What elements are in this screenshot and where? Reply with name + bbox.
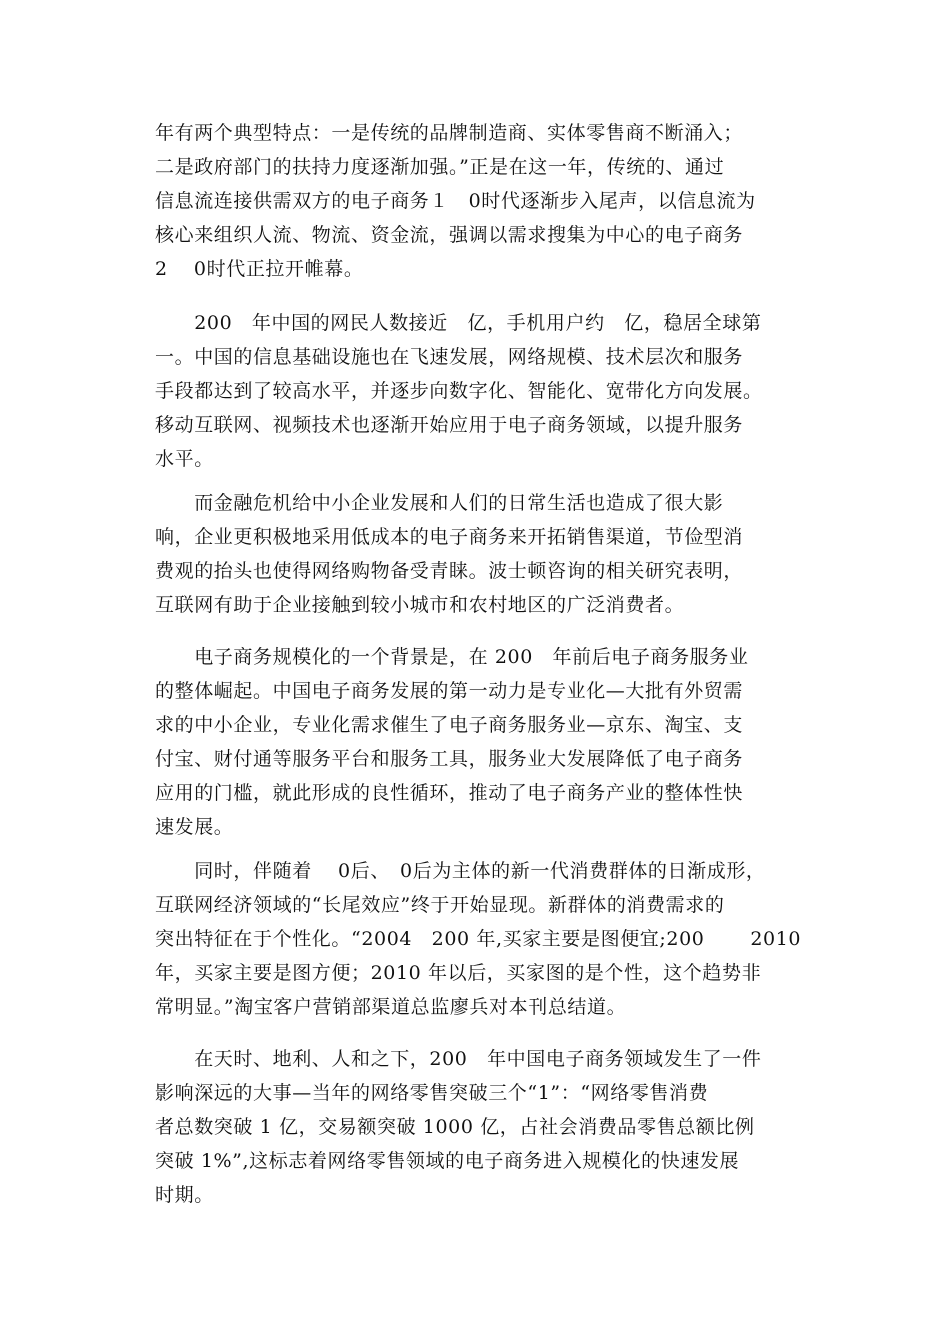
- text-line: 核心来组织人流、物流、资金流，强调以需求搜集为中心的电子商务: [155, 224, 744, 246]
- text-line: 费观的抬头也使得网络购物备受青睐。波士顿咨询的相关研究表明，: [155, 560, 744, 582]
- text-line: 速发展。: [155, 816, 234, 838]
- text-line: 2 0时代正拉开帷幕。: [155, 258, 364, 280]
- text-line: 水平。: [155, 448, 214, 470]
- text-line: 突出特征在于个性化。“2004 200 年,买家主要是图便宜;200 2010: [155, 928, 802, 950]
- text-line: 应用的门槛，就此形成的良性循环，推动了电子商务产业的整体性快: [155, 782, 744, 804]
- text-line: 的整体崛起。中国电子商务发展的第一动力是专业化—大批有外贸需: [155, 680, 744, 702]
- text-line: 电子商务规模化的一个背景是，在 200 年前后电子商务服务业: [155, 646, 749, 668]
- text-line: 常明显。”淘宝客户营销部渠道总监廖兵对本刊总结道。: [155, 996, 627, 1018]
- text-line: 互联网有助于企业接触到较小城市和农村地区的广泛消费者。: [155, 594, 685, 616]
- text-line: 求的中小企业，专业化需求催生了电子商务服务业—京东、淘宝、支: [155, 714, 744, 736]
- text-line: 同时，伴随着 0后、 0后为主体的新一代消费群体的日渐成形，: [155, 860, 766, 882]
- text-line: 信息流连接供需双方的电子商务１ 0时代逐渐步入尾声，以信息流为: [155, 190, 756, 212]
- text-line: 时期。: [155, 1184, 214, 1206]
- text-line: 二是政府部门的扶持力度逐渐加强。”正是在这一年，传统的、通过: [155, 156, 725, 178]
- text-line: 年有两个典型特点：一是传统的品牌制造商、实体零售商不断涌入；: [155, 122, 744, 144]
- text-line: 者总数突破 1 亿，交易额突破 1000 亿，占社会消费品零售总额比例: [155, 1116, 755, 1138]
- text-line: 在天时、地利、人和之下，200 年中国电子商务领域发生了一件: [155, 1048, 762, 1070]
- text-line: 200 年中国的网民人数接近 亿，手机用户约 亿，稳居全球第: [155, 312, 762, 334]
- text-line: 移动互联网、视频技术也逐渐开始应用于电子商务领域，以提升服务: [155, 414, 744, 436]
- text-line: 手段都达到了较高水平，并逐步向数字化、智能化、宽带化方向发展。: [155, 380, 763, 402]
- text-line: 突破 1%”,这标志着网络零售领域的电子商务进入规模化的快速发展: [155, 1150, 740, 1172]
- text-line: 付宝、财付通等服务平台和服务工具，服务业大发展降低了电子商务: [155, 748, 744, 770]
- text-line: 影响深远的大事—当年的网络零售突破三个“1”：“网络零售消费: [155, 1082, 709, 1104]
- text-line: 互联网经济领域的“长尾效应”终于开始显现。新群体的消费需求的: [155, 894, 725, 916]
- text-line: 而金融危机给中小企业发展和人们的日常生活也造成了很大影: [155, 492, 724, 514]
- text-line: 响，企业更积极地采用低成本的电子商务来开拓销售渠道，节俭型消: [155, 526, 744, 548]
- text-line: 一。中国的信息基础设施也在飞速发展，网络规模、技术层次和服务: [155, 346, 744, 368]
- text-line: 年，买家主要是图方便；2010 年以后，买家图的是个性，这个趋势非: [155, 962, 762, 984]
